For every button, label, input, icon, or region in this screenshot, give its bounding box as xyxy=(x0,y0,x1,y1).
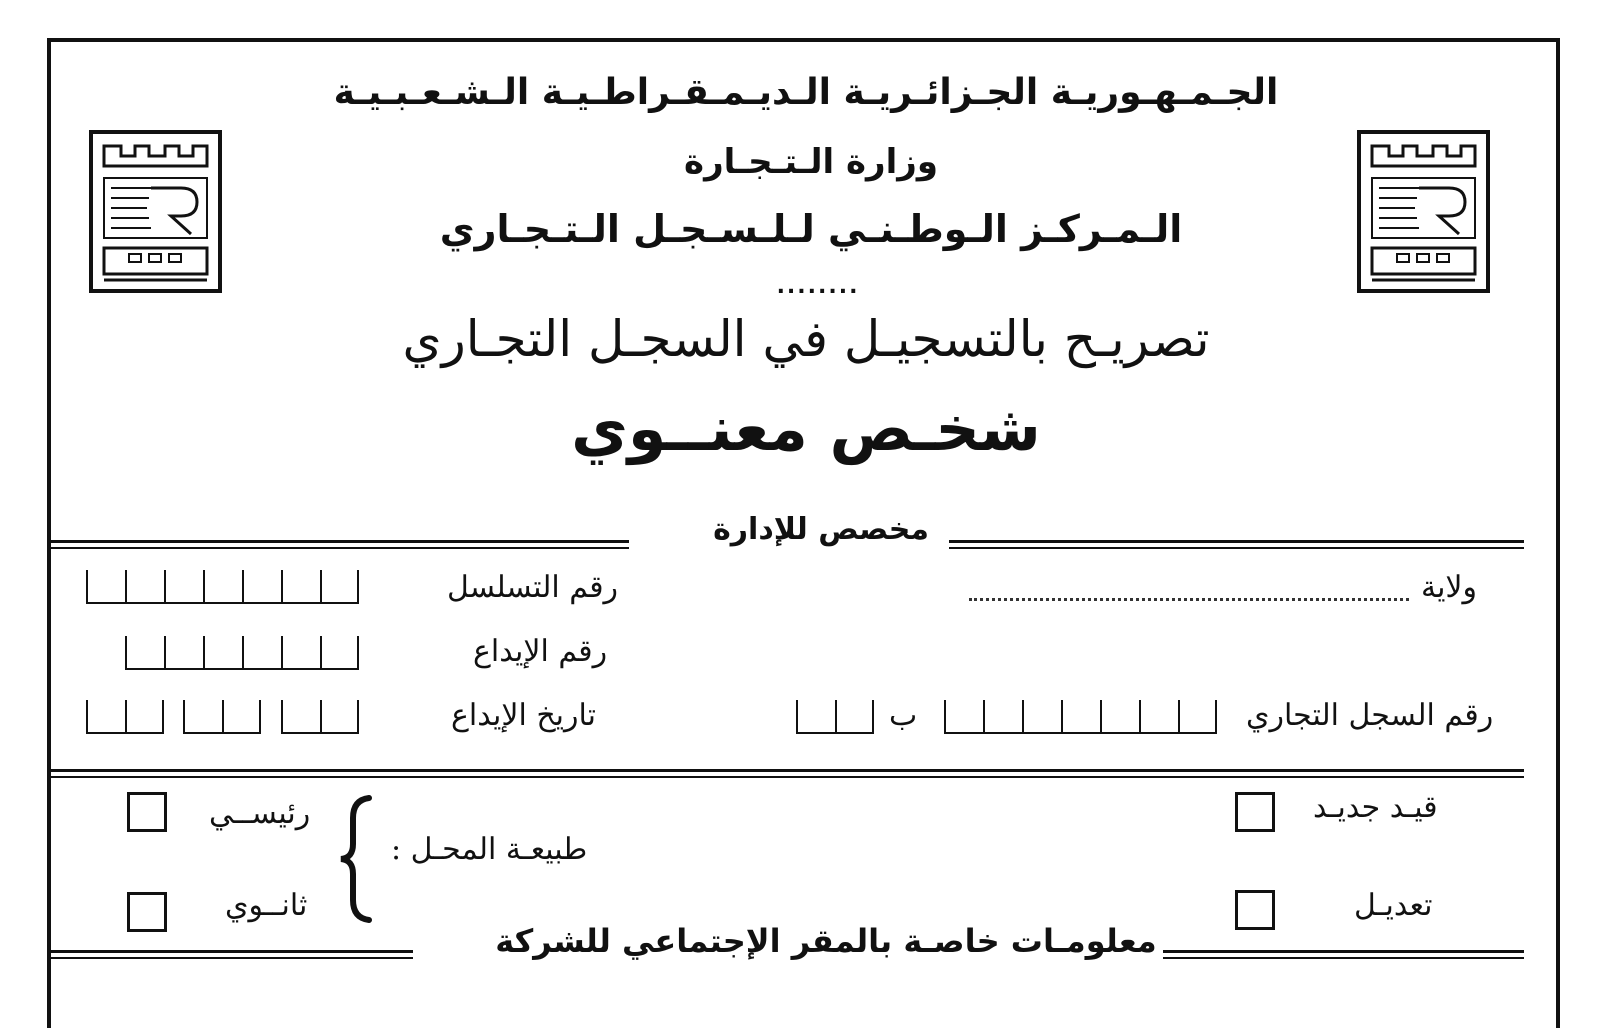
wilaya-label: ولاية xyxy=(1421,570,1478,605)
register-number-cells[interactable] xyxy=(944,700,1217,734)
deposit-number-cells[interactable] xyxy=(125,636,359,670)
main-label: رئيســي xyxy=(209,796,311,831)
place-nature-label: طبيعـة المحـل : xyxy=(391,832,588,867)
serial-number-label: رقم التسلسل xyxy=(447,570,619,605)
deposit-date-label: تاريخ الإيداع xyxy=(451,698,597,733)
section-divider xyxy=(51,769,1524,778)
modification-label: تعديـل xyxy=(1354,888,1433,923)
ministry-heading: وزارة الـتـجـارة xyxy=(684,142,938,182)
admin-section-heading: مخصص للإدارة xyxy=(713,512,929,547)
b-cells[interactable] xyxy=(796,700,874,734)
deposit-date-month-cells[interactable] xyxy=(183,700,261,734)
hq-section-heading: معلومـات خاصـة بالمقر الإجتماعي للشركة xyxy=(495,922,1157,960)
separator-dots: ........ xyxy=(776,274,860,299)
deposit-date-year-cells[interactable] xyxy=(281,700,359,734)
form-sheet xyxy=(47,38,1560,1028)
form-subtitle: شخـص معنــوي xyxy=(571,392,1041,465)
section-divider xyxy=(51,540,629,549)
b-label: ب xyxy=(889,698,918,733)
curly-brace-icon xyxy=(335,794,375,924)
serial-number-cells[interactable] xyxy=(86,570,359,604)
republic-heading: الجـمـهـوريـة الجـزائـريـة الـديـمـقـراطـيـة الـشـعـبـيـة xyxy=(333,72,1279,113)
center-heading: الـمـركـز الـوطـنـي لـلـسـجـل الـتـجـاري xyxy=(439,207,1183,251)
register-number-label: رقم السجل التجاري xyxy=(1246,698,1494,733)
deposit-number-label: رقم الإيداع xyxy=(473,634,608,669)
main-checkbox[interactable] xyxy=(127,792,167,832)
new-entry-checkbox[interactable] xyxy=(1235,792,1275,832)
wilaya-field[interactable] xyxy=(969,598,1409,601)
secondary-label: ثانــوي xyxy=(225,888,308,923)
cnrc-castle-logo-icon xyxy=(89,130,222,293)
new-entry-label: قيـد جديـد xyxy=(1313,790,1438,825)
cnrc-castle-logo-icon xyxy=(1357,130,1490,293)
deposit-date-day-cells[interactable] xyxy=(86,700,164,734)
secondary-checkbox[interactable] xyxy=(127,892,167,932)
form-title: تصريـح بالتسجيـل في السجـل التجـاري xyxy=(402,310,1210,368)
section-divider xyxy=(949,540,1524,549)
